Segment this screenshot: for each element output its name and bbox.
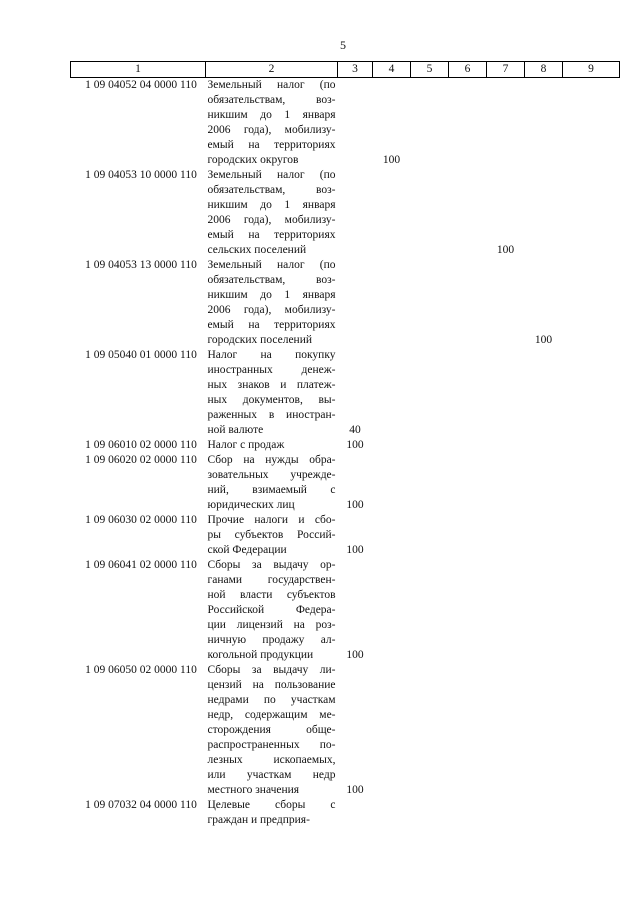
revenue-name-line: Земельный налог (по: [207, 259, 336, 271]
revenue-name-line: ры субъектов Россий-: [207, 529, 336, 541]
percent-value-cell-col-9: [563, 558, 620, 663]
table-row: [71, 438, 620, 453]
table-row: [71, 513, 620, 558]
budget-code-cell: 1 09 06030 02 0000 110: [85, 514, 197, 526]
revenue-name-line: 2006 года), мобилизу-: [207, 124, 336, 136]
table-row: [71, 558, 620, 663]
revenue-name-line: сторождения обще-: [207, 724, 336, 736]
percent-value-cell-col-8: [525, 438, 563, 453]
revenue-name-line: ной власти субъектов: [207, 589, 336, 601]
revenue-name-line: никшим до 1 января: [207, 109, 336, 121]
percent-value-cell-col-8: [525, 798, 563, 828]
header-col-3: 3: [338, 62, 373, 78]
revenue-name-cell: [206, 168, 338, 258]
percent-value-cell-col-4: [373, 453, 411, 513]
percent-value-cell-col-5: [411, 513, 449, 558]
percent-value-cell-col-5: [411, 78, 449, 169]
revenue-name-cell: [206, 453, 338, 513]
revenue-name-line: недрами по участкам: [207, 694, 336, 706]
percent-value-cell-col-7: [487, 348, 525, 438]
revenue-name-line: Целевые сборы с: [207, 799, 336, 811]
percent-value-cell-col-7: [487, 78, 525, 169]
revenue-name-line: ний, взимаемый с: [207, 484, 336, 496]
percent-value-cell-col-5: [411, 453, 449, 513]
revenue-name-line: Сбор на нужды обра-: [207, 454, 336, 466]
revenue-name-line: никшим до 1 января: [207, 199, 336, 211]
percent-value-cell-col-8: [525, 663, 563, 798]
percent-value-cell-col-5: [411, 348, 449, 438]
percent-value-cell-col-8: [525, 348, 563, 438]
percent-value-cell-col-5: [411, 438, 449, 453]
revenue-name-line: ной валюте: [207, 424, 264, 436]
budget-code-cell: 1 09 04052 04 0000 110: [85, 79, 197, 91]
percent-value-cell-col-3: [338, 798, 373, 828]
revenue-name-line: Налог на покупку: [207, 349, 336, 361]
header-col-7: 7: [487, 62, 525, 78]
revenue-name-line: сельских поселений: [207, 244, 307, 256]
revenue-name-line: емый на территориях: [207, 319, 336, 331]
percent-value-cell-col-3: 100: [346, 544, 364, 556]
percent-value-cell-col-6: [449, 438, 487, 453]
percent-value-cell-col-6: [449, 168, 487, 258]
percent-value-cell-col-7: [487, 258, 525, 348]
revenue-name-line: ской Федерации: [207, 544, 287, 556]
revenue-name-line: ции лицензий на роз-: [207, 619, 336, 631]
revenue-name-line: распространенных по-: [207, 739, 336, 751]
percent-value-cell-col-4: [373, 438, 411, 453]
budget-code-cell: 1 09 06020 02 0000 110: [85, 454, 197, 466]
budget-code-cell: 1 09 06041 02 0000 110: [85, 559, 197, 571]
percent-value-cell-col-9: [563, 438, 620, 453]
revenue-name-cell: [206, 348, 338, 438]
revenue-name-line: лезных ископаемых,: [207, 754, 336, 766]
revenue-code-table: [70, 61, 620, 828]
revenue-name-line: ных знаков и платеж-: [207, 379, 336, 391]
percent-value-cell-col-4: [373, 348, 411, 438]
budget-code-cell: 1 09 06010 02 0000 110: [85, 439, 197, 451]
revenue-name-cell: [206, 558, 338, 663]
revenue-name-line: зовательных учрежде-: [207, 469, 336, 481]
revenue-name-cell: [206, 258, 338, 348]
percent-value-cell-col-9: [563, 78, 620, 169]
revenue-name-line: емый на территориях: [207, 139, 336, 151]
percent-value-cell-col-3: [338, 78, 373, 169]
header-col-5: 5: [411, 62, 449, 78]
revenue-name-line: цензий на пользование: [207, 679, 336, 691]
revenue-name-line: Земельный налог (по: [207, 79, 336, 91]
table-row: [71, 663, 620, 798]
percent-value-cell-col-7: [487, 798, 525, 828]
budget-code-cell: 1 09 06050 02 0000 110: [85, 664, 197, 676]
budget-code-cell: 1 09 05040 01 0000 110: [85, 349, 197, 361]
percent-value-cell-col-7: [487, 438, 525, 453]
percent-value-cell-col-9: [563, 663, 620, 798]
percent-value-cell-col-3: 100: [346, 649, 364, 661]
percent-value-cell-col-7: 100: [496, 244, 515, 256]
percent-value-cell-col-8: 100: [534, 334, 553, 346]
revenue-name-line: юридических лиц: [207, 499, 295, 511]
percent-value-cell-col-9: [563, 258, 620, 348]
revenue-name-line: Сборы за выдачу ор-: [207, 559, 336, 571]
revenue-name-line: Сборы за выдачу ли-: [207, 664, 336, 676]
header-col-2: 2: [206, 62, 338, 78]
percent-value-cell-col-3: 100: [346, 784, 364, 796]
revenue-name-line: обязательствам, воз-: [207, 274, 336, 286]
percent-value-cell-col-5: [411, 258, 449, 348]
revenue-name-cell: [206, 513, 338, 558]
percent-value-cell-col-4: [373, 798, 411, 828]
revenue-name-cell: [206, 78, 338, 169]
revenue-name-line: иностранных денеж-: [207, 364, 336, 376]
percent-value-cell-col-5: [411, 798, 449, 828]
budget-code-cell: 1 09 04053 13 0000 110: [85, 259, 197, 271]
revenue-name-line: ничную продажу ал-: [207, 634, 336, 646]
percent-value-cell-col-4: [373, 168, 411, 258]
percent-value-cell-col-8: [525, 513, 563, 558]
table-row: [71, 453, 620, 513]
percent-value-cell-col-5: [411, 663, 449, 798]
percent-value-cell-col-8: [525, 453, 563, 513]
revenue-name-line: никшим до 1 января: [207, 289, 336, 301]
revenue-name-line: местного значения: [207, 784, 300, 796]
table-row: [71, 798, 620, 828]
percent-value-cell-col-9: [563, 453, 620, 513]
header-col-8: 8: [525, 62, 563, 78]
percent-value-cell-col-8: [525, 78, 563, 169]
revenue-name-line: обязательствам, воз-: [207, 184, 336, 196]
column-number-header: [71, 62, 620, 78]
percent-value-cell-col-8: [525, 168, 563, 258]
percent-value-cell-col-6: [449, 663, 487, 798]
revenue-name-line: недр, содержащим ме-: [207, 709, 336, 721]
header-col-9: 9: [563, 62, 620, 78]
percent-value-cell-col-6: [449, 558, 487, 663]
revenue-name-line: Налог с продаж: [207, 439, 285, 451]
percent-value-cell-col-4: [373, 558, 411, 663]
revenue-name-line: Российской Федера-: [207, 604, 336, 616]
budget-code-cell: 1 09 04053 10 0000 110: [85, 169, 197, 181]
table-row: [71, 348, 620, 438]
percent-value-cell-col-6: [449, 513, 487, 558]
header-col-4: 4: [373, 62, 411, 78]
revenue-name-line: граждан и предприя-: [207, 814, 310, 826]
revenue-name-line: обязательствам, воз-: [207, 94, 336, 106]
revenue-name-line: раженных в иностран-: [207, 409, 336, 421]
percent-value-cell-col-9: [563, 798, 620, 828]
percent-value-cell-col-3: 100: [346, 439, 364, 451]
revenue-name-line: или участкам недр: [207, 769, 336, 781]
percent-value-cell-col-3: 40: [349, 424, 361, 436]
revenue-name-cell: [206, 438, 338, 453]
percent-value-cell-col-4: [373, 663, 411, 798]
header-col-6: 6: [449, 62, 487, 78]
percent-value-cell-col-9: [563, 348, 620, 438]
revenue-name-line: когольной продукции: [207, 649, 314, 661]
revenue-name-line: ных документов, вы-: [207, 394, 336, 406]
budget-code-cell: 1 09 07032 04 0000 110: [85, 799, 197, 811]
percent-value-cell-col-5: [411, 558, 449, 663]
percent-value-cell-col-7: [487, 558, 525, 663]
revenue-name-line: Земельный налог (по: [207, 169, 336, 181]
percent-value-cell-col-6: [449, 798, 487, 828]
percent-value-cell-col-9: [563, 168, 620, 258]
percent-value-cell-col-5: [411, 168, 449, 258]
header-col-1: 1: [71, 62, 206, 78]
revenue-name-line: ганами государствен-: [207, 574, 336, 586]
percent-value-cell-col-3: [338, 168, 373, 258]
percent-value-cell-col-3: [338, 258, 373, 348]
percent-value-cell-col-9: [563, 513, 620, 558]
percent-value-cell-col-3: 100: [346, 499, 364, 511]
revenue-name-line: городских округов: [207, 154, 299, 166]
revenue-name-line: 2006 года), мобилизу-: [207, 214, 336, 226]
percent-value-cell-col-6: [449, 348, 487, 438]
revenue-name-cell: [206, 663, 338, 798]
table-row: [71, 258, 620, 348]
percent-value-cell-col-8: [525, 558, 563, 663]
revenue-name-line: емый на территориях: [207, 229, 336, 241]
percent-value-cell-col-6: [449, 78, 487, 169]
percent-value-cell-col-4: [373, 513, 411, 558]
percent-value-cell-col-7: [487, 663, 525, 798]
table-row: [71, 78, 620, 169]
table-body: [71, 78, 620, 829]
table-row: [71, 168, 620, 258]
percent-value-cell-col-6: [449, 258, 487, 348]
revenue-name-line: Прочие налоги и сбо-: [207, 514, 336, 526]
percent-value-cell-col-7: [487, 513, 525, 558]
revenue-name-line: городских поселений: [207, 334, 313, 346]
percent-value-cell-col-4: [373, 258, 411, 348]
revenue-name-cell: [206, 798, 338, 828]
revenue-name-line: 2006 года), мобилизу-: [207, 304, 336, 316]
percent-value-cell-col-6: [449, 453, 487, 513]
page-number: 5: [340, 38, 346, 52]
percent-value-cell-col-4: 100: [382, 154, 401, 166]
percent-value-cell-col-7: [487, 453, 525, 513]
